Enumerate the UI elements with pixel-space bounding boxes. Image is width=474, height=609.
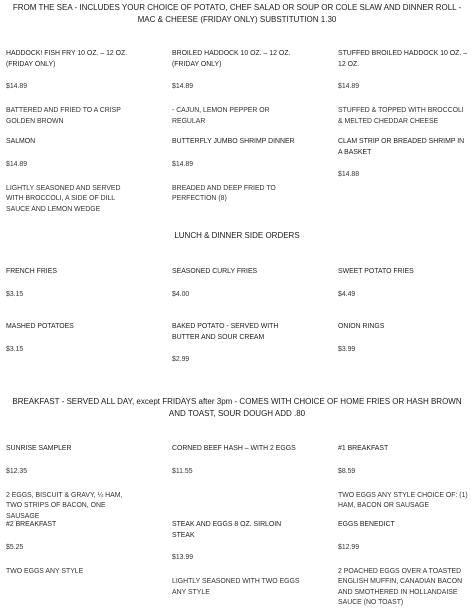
item-name: MASHED POTATOES — [6, 323, 74, 330]
item-price: $12.35 — [6, 467, 28, 475]
item-description: LIGHTLY SEASONED WITH TWO EGGS ANY STYLE — [172, 578, 300, 596]
item-description: 2 EGGS, BISCUIT & GRAVY, ¼ HAM, TWO STRIPS OF BACON, ONE SAUSAGE — [6, 491, 123, 520]
item-price: $13.99 — [172, 554, 194, 561]
item-price: $12.99 — [338, 543, 360, 551]
item-name: BROILED HADDOCK 10 OZ. – 12 OZ. (FRIDAY ONLY) — [172, 50, 291, 68]
item-name: SUNRISE SAMPLER — [6, 445, 72, 452]
item-name: #2 BREAKFAST — [6, 521, 57, 528]
item-description: BATTERED AND FRIED TO A CRISP GOLDEN BROWN — [6, 107, 121, 125]
menu-item-number-two-breakfast — [6, 520, 132, 577]
item-description: 2 POACHED EGGS OVER A TOASTED ENGLISH MUFFIN, CANADIAN BACON AND SMOTHERED IN HOLLANDAISE SAUCE (NO TOAST) — [338, 567, 463, 606]
menu-item-french-fries — [6, 267, 132, 300]
item-description: TWO EGGS ANY STYLE CHOICE OF: (1) HAM, BACON OR SAUSAGE — [338, 491, 468, 509]
item-price: $14.89 — [6, 160, 28, 168]
menu-item-sunrise-sampler — [6, 444, 132, 522]
item-name: SEASONED CURLY FRIES — [172, 268, 258, 275]
menu-item-stuffed-broiled-haddock — [338, 49, 468, 127]
item-description: STUFFED & TOPPED WITH BROCCOLI & MELTED CHEDDAR CHEESE — [338, 107, 464, 125]
item-description: TWO EGGS ANY STYLE — [6, 567, 84, 575]
item-price: $3.15 — [6, 290, 24, 298]
menu-item-seasoned-curly-fries — [172, 267, 304, 300]
item-name: SWEET POTATO FRIES — [338, 268, 414, 275]
item-price: $3.99 — [338, 345, 356, 353]
item-price: $14.89 — [172, 160, 194, 168]
menu-item-mashed-potatoes — [6, 322, 132, 355]
item-price: $14.89 — [338, 83, 360, 90]
item-name: EGGS BENEDICT — [338, 521, 395, 528]
menu-item-number-one-breakfast — [338, 444, 468, 512]
item-name: BUTTERFLY JUMBO SHRIMP DINNER — [172, 138, 295, 145]
item-price: $3.15 — [6, 345, 24, 353]
menu-item-broiled-haddock — [172, 49, 304, 127]
menu-item-corned-beef-hash — [172, 444, 304, 477]
item-name: SALMON — [6, 138, 36, 145]
item-price: $2.99 — [172, 356, 190, 363]
menu-item-eggs-benedict — [338, 520, 468, 609]
menu-item-steak-and-eggs — [172, 520, 304, 598]
item-description: LIGHTLY SEASONED AND SERVED WITH BROCCOLI, A SIDE OF DILL SAUCE AND LEMON WEDGE — [6, 184, 121, 213]
item-price: $14.88 — [338, 171, 360, 178]
section-title-from-the-sea: FROM THE SEA - INCLUDES YOUR CHOICE OF POTATO, CHEF SALAD OR SOUP OR COLE SLAW AND DINNER ROLL -MAC & CHEESE (FRIDAY ONLY) SUBSTITUTION 1.30 — [12, 3, 462, 24]
item-price: $11.55 — [172, 467, 193, 475]
item-name: CLAM STRIP OR BREADED SHRIMP IN A BASKET — [338, 138, 465, 156]
menu-item-sweet-potato-fries — [338, 267, 468, 300]
item-name: HADDOCK! FISH FRY 10 OZ. – 12 OZ. (FRIDAY ONLY) — [6, 50, 128, 68]
menu-item-haddock-fish-fry — [6, 49, 132, 127]
item-name: #1 BREAKFAST — [338, 445, 389, 452]
item-name: FRENCH FRIES — [6, 268, 57, 275]
item-name: ONION RINGS — [338, 323, 385, 330]
item-price: $4.49 — [338, 290, 356, 298]
menu-item-onion-rings — [338, 322, 468, 355]
item-name: STEAK AND EGGS 8 OZ. SIRLOIN STEAK — [172, 521, 282, 539]
item-price: $5.25 — [6, 543, 24, 551]
item-price: $14.89 — [172, 83, 194, 90]
menu-item-salmon — [6, 137, 132, 215]
item-price: $14.89 — [6, 83, 28, 90]
item-price: $8.59 — [338, 467, 356, 475]
item-description: BREADED AND DEEP FRIED TO PERFECTION (8) — [172, 184, 276, 202]
menu-item-butterfly-shrimp — [172, 137, 304, 205]
section-title-side-orders: LUNCH & DINNER SIDE ORDERS — [174, 231, 300, 240]
item-description: - CAJUN, LEMON PEPPER OR REGULAR — [172, 107, 270, 125]
item-name: CORNED BEEF HASH – WITH 2 EGGS — [172, 445, 296, 452]
item-name: STUFFED BROILED HADDOCK 10 OZ. – 12 OZ. — [338, 50, 468, 68]
item-name: BAKED POTATO - SERVED WITH BUTTER AND SOUR CREAM — [172, 323, 279, 341]
item-price: $4.00 — [172, 290, 190, 298]
section-title-breakfast: BREAKFAST - SERVED ALL DAY, except FRIDAYS after 3pm - COMES WITH CHOICE OF HOME FRIES OR HASH BROWN AND TOAST, SOUR DOUGH ADD .80 — [12, 397, 462, 418]
menu-item-baked-potato — [172, 322, 304, 365]
menu-item-clam-strip-basket — [338, 137, 468, 180]
